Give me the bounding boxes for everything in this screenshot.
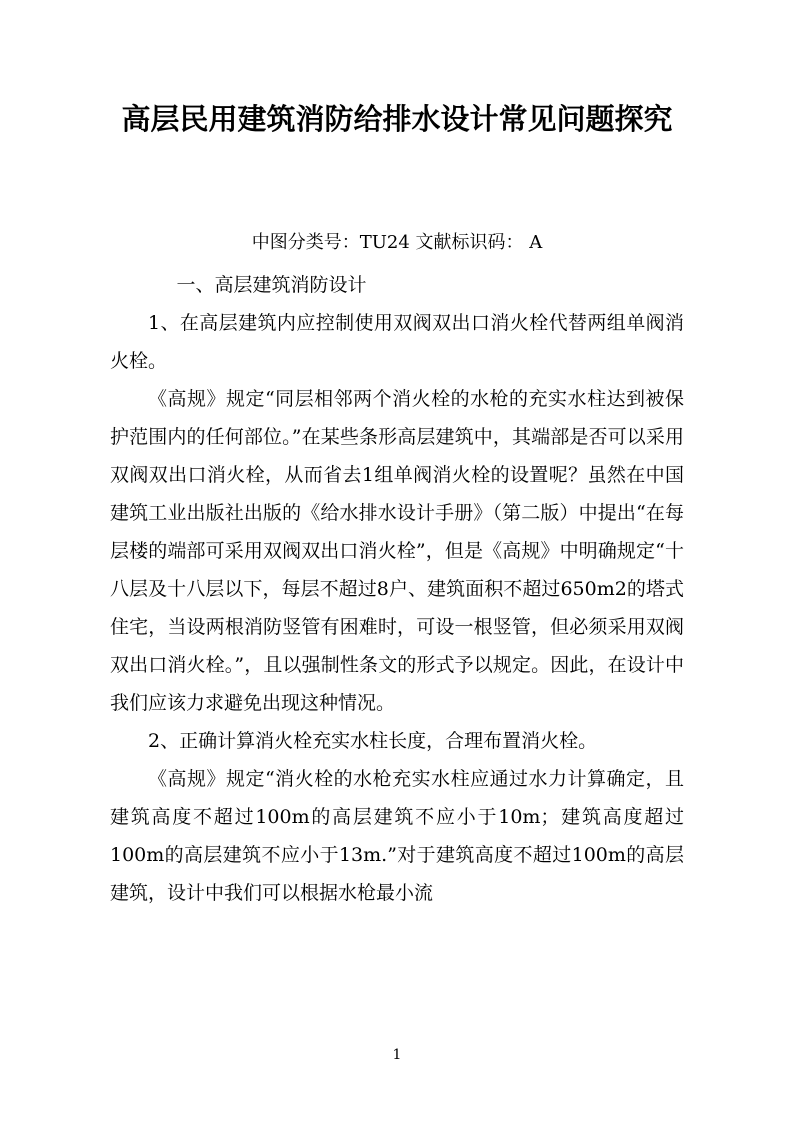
- document-title: 高层民用建筑消防给排水设计常见问题探究: [121, 102, 673, 136]
- section-heading: 一、高层建筑消防设计: [176, 274, 367, 296]
- body-paragraph: 《高规》规定“消火栓的水枪充实水柱应通过水力计算确定，且建筑高度不超过100m的高层建筑不应小于10m；建筑高度超过100m的高层建筑不应小于13m.”对于建筑高度不超过100m的高层建筑，设计中我们可以根据水枪最小流: [110, 768, 684, 904]
- classification-line: 中图分类号：TU24 文献标识码： A: [251, 232, 543, 253]
- page-number: 1: [392, 1047, 402, 1063]
- subheading-1: 1、在高层建筑内应控制使用双阀双出口消火栓代替两组单阀消火栓。: [110, 312, 684, 372]
- document-body: [110, 266, 684, 912]
- subheading-2: 2、正确计算消火栓充实水柱长度，合理布置消火栓。: [148, 730, 598, 752]
- body-paragraph: 《高规》规定“同层相邻两个消火栓的水枪的充实水柱达到被保护范围内的任何部位。”在某些条形高层建筑中，其端部是否可以采用双阀双出口消火栓，从而省去1组单阀消火栓的设置呢？虽然在中国建筑工业出版社出版的《给水排水设计手册》（第二版）中提出“在每层楼的端部可采用双阀双出口消火栓”，但是《高规》中明确规定“十八层及十八层以下，每层不超过8户、建筑面积不超过650m2的塔式住宅，当设两根消防竖管有困难时，可设一根竖管，但必须采用双阀双出口消火栓。”，且以强制性条文的形式予以规定。因此，在设计中我们应该力求避免出现这种情况。: [110, 388, 684, 714]
